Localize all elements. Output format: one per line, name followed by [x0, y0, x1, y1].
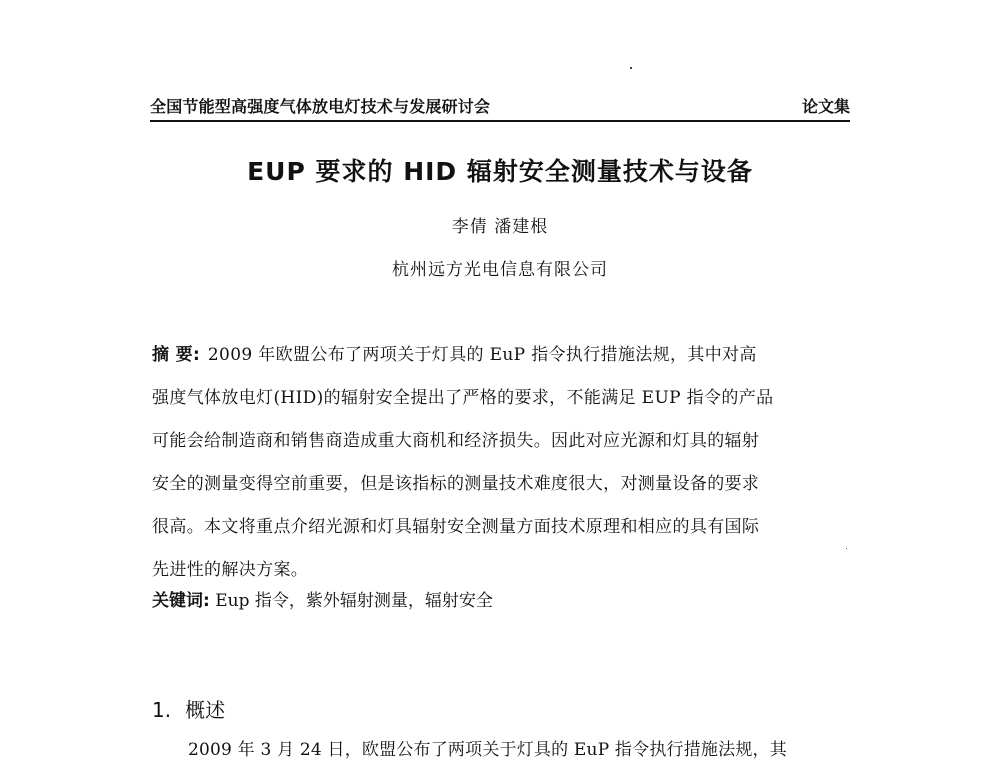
paper-title: EUP 要求的 HID 辐射安全测量技术与设备	[247, 157, 753, 186]
abstract-label: 摘 要:	[152, 345, 201, 365]
authors: 李倩 潘建根	[451, 217, 549, 237]
abstract-line: 很高。本文将重点介绍光源和灯具辐射安全测量方面技术原理和相应的具有国际	[152, 517, 760, 537]
conference-title: 全国节能型高强度气体放电灯技术与发展研讨会	[150, 97, 491, 116]
running-header	[150, 94, 850, 122]
affiliation: 杭州远方光电信息有限公司	[392, 260, 608, 280]
abstract-line: 强度气体放电灯(HID)的辐射安全提出了严格的要求，不能满足 EUP 指令的产品	[152, 388, 774, 408]
scan-artifact	[630, 67, 632, 69]
keywords	[152, 586, 857, 616]
collection-label: 论文集	[801, 97, 850, 116]
keywords-text: Eup 指令，紫外辐射测量，辐射安全	[209, 591, 493, 611]
body-paragraph: 2009 年 3 月 24 日，欧盟公布了两项关于灯具的 EuP 指令执行措施法规，其	[188, 740, 787, 760]
abstract	[152, 334, 857, 592]
section-heading	[152, 694, 225, 723]
keywords-label: 关键词:	[152, 591, 210, 611]
section-number: 1.	[152, 698, 172, 722]
abstract-line-text: 2009 年欧盟公布了两项关于灯具的 EuP 指令执行措施法规，其中对高	[202, 345, 757, 365]
abstract-line	[152, 334, 857, 377]
abstract-line: 可能会给制造商和销售商造成重大商机和经济损失。因此对应光源和灯具的辐射	[152, 431, 760, 451]
abstract-line: 安全的测量变得空前重要，但是该指标的测量技术难度很大，对测量设备的要求	[152, 474, 760, 494]
abstract-line: 先进性的解决方案。	[152, 560, 309, 580]
section-title: 概述	[185, 698, 226, 722]
